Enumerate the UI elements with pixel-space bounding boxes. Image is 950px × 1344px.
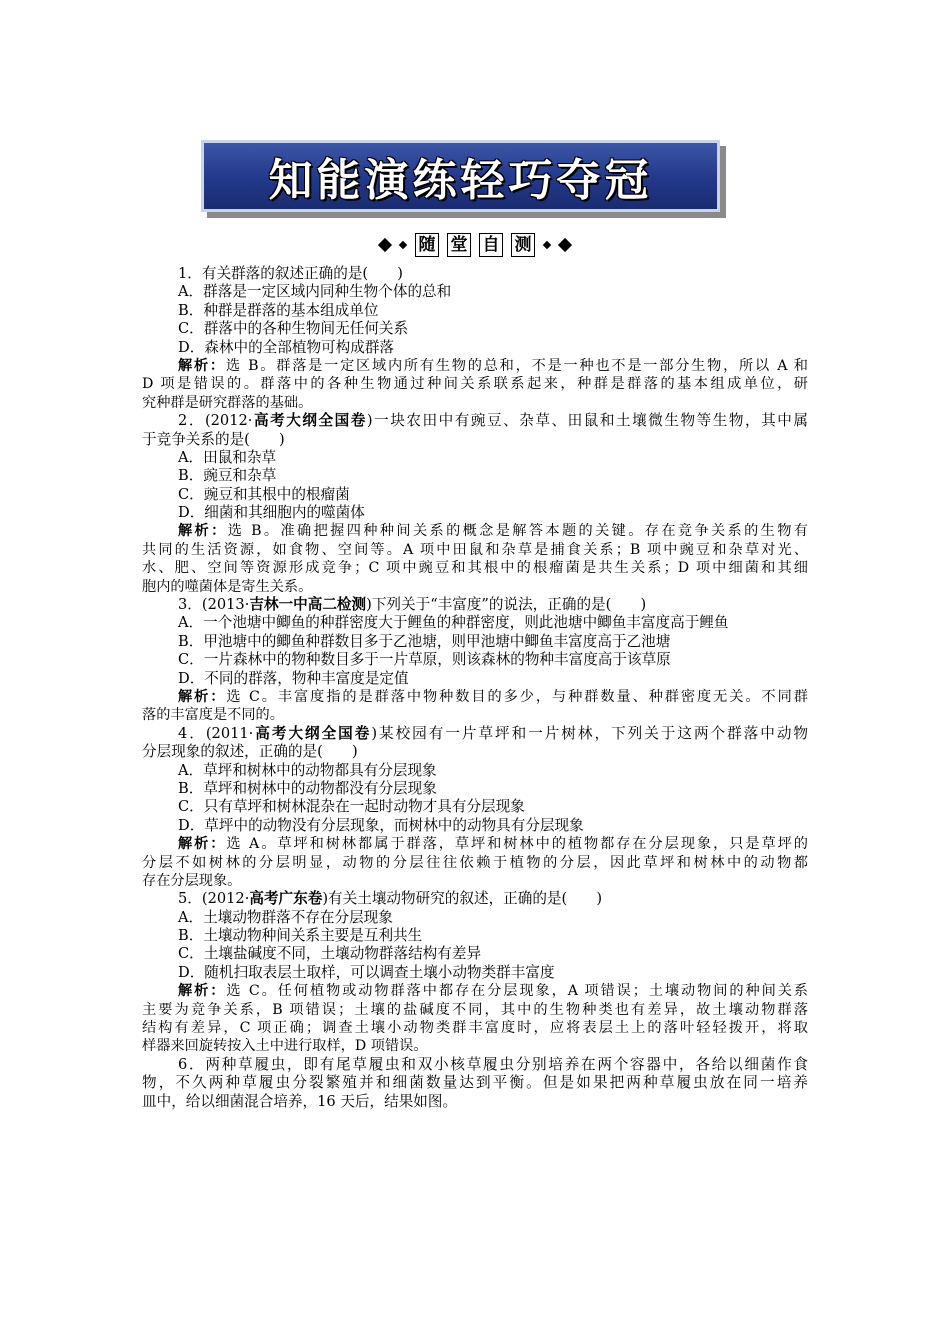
question-5 bbox=[142, 890, 808, 908]
question-text: )一块农田中有豌豆、杂草、田鼠和土壤微生物等生物，其中属 bbox=[366, 412, 808, 430]
title-banner bbox=[201, 140, 720, 212]
option: D．不同的群落，物种丰富度是定值 bbox=[178, 669, 409, 687]
question-2 bbox=[142, 412, 808, 430]
explanation bbox=[142, 688, 808, 706]
option: A．群落是一定区域内同种生物个体的总和 bbox=[178, 283, 452, 301]
question-text: )有关土壤动物研究的叙述，正确的是( ) bbox=[322, 890, 603, 908]
option: B．草坪和树林中的动物都没有分层现象 bbox=[178, 779, 437, 797]
section-heading bbox=[0, 232, 950, 258]
section-char: 自 bbox=[479, 233, 503, 257]
explanation-line: 水、肥、空间等资源形成竞争；C 项中豌豆和其根中的根瘤菌是共生关系；D 项中细菌和其细 bbox=[142, 560, 808, 577]
question-number: 4．(2011· bbox=[178, 724, 254, 742]
explanation-label: 解析： bbox=[178, 983, 227, 1000]
section-char: 堂 bbox=[447, 233, 471, 257]
explanation bbox=[142, 982, 808, 1000]
explanation-line: 样器来回旋转按入土中进行取样，D 项错误。 bbox=[142, 1038, 428, 1055]
option: B．甲池塘中的鲫鱼种群数目多于乙池塘，则甲池塘中鲫鱼丰富度高于乙池塘 bbox=[178, 632, 671, 650]
option: B．豌豆和杂草 bbox=[178, 467, 277, 485]
option: D．森林中的全部植物可构成群落 bbox=[178, 338, 395, 356]
option: A．田鼠和杂草 bbox=[178, 448, 277, 466]
explanation-line: 胞内的噬菌体是寄生关系。 bbox=[142, 578, 313, 595]
question-source: 吉林一中高二检测 bbox=[249, 596, 367, 614]
explanation bbox=[142, 522, 808, 540]
explanation-text: 选 C。丰富度指的是群落中物种数目的多少，与种群数量、种群密度无关。不同群 bbox=[226, 688, 808, 705]
question-source: 高考大纲全国卷 bbox=[253, 724, 372, 742]
explanation-line: D 项是错误的。群落中的各种生物通过种间关系联系起来，种群是群落的基本组成单位，研 bbox=[142, 376, 808, 393]
explanation-label: 解析： bbox=[178, 688, 227, 705]
explanation-line: 究种群是研究群落的基础。 bbox=[142, 394, 313, 411]
question-1: 1．有关群落的叙述正确的是( ) bbox=[178, 265, 403, 282]
question-6: 6．两种草履虫，即有尾草履虫和双小核草履虫分别培养在两个容器中，各给以细菌作食 bbox=[178, 1055, 808, 1073]
explanation-line: 存在分层现象。 bbox=[142, 872, 242, 889]
question-text: 皿中，给以细菌混合培养，16 天后，结果如图。 bbox=[142, 1092, 458, 1110]
explanation-text: 选 B。群落是一定区域内所有生物的总和，不是一种也不是一部分生物，所以 A 和 bbox=[225, 357, 808, 374]
explanation-line: 主要为竞争关系，B 项错误；土壤的盐碱度不同，其中的生物种类也有差异，故土壤动物群落 bbox=[142, 1001, 808, 1018]
option: C．土壤盐碱度不同，土壤动物群落结构有差异 bbox=[178, 945, 482, 963]
explanation-text: 选 C。任何植物或动物群落中都存在分层现象，A 项错误；土壤动物间的种间关系 bbox=[226, 983, 808, 1000]
option: D．随机扫取表层土取样，可以调查土壤小动物类群丰富度 bbox=[178, 963, 555, 981]
option: C．只有草坪和树林混杂在一起时动物才具有分层现象 bbox=[178, 798, 525, 816]
question-text: 分层现象的叙述，正确的是( ) bbox=[142, 743, 358, 761]
section-char: 测 bbox=[511, 233, 535, 257]
explanation-line: 共同的生活资源，如食物、空间等。A 项中田鼠和杂草是捕食关系；B 项中豌豆和杂草对光、 bbox=[142, 541, 808, 558]
question-text: 物，不久两种草履虫分裂繁殖并和细菌数量达到平衡。但是如果把两种草履虫放在同一培养 bbox=[142, 1074, 808, 1092]
option: A．土壤动物群落不存在分层现象 bbox=[178, 908, 393, 926]
explanation-text: 选 A。草坪和树林都属于群落，草坪和树林中的植物都存在分层现象，只是草坪的 bbox=[226, 836, 808, 853]
question-text: )某校园有一片草坪和一片树林，下列关于这两个群落中动物 bbox=[371, 724, 808, 742]
explanation-line: 结构有差异，C 项正确；调查土壤小动物类群丰富度时，应将表层土上的落叶轻轻拨开，将取 bbox=[142, 1020, 808, 1037]
option: B．土壤动物种间关系主要是互利共生 bbox=[178, 927, 423, 945]
diamond-icon bbox=[558, 238, 572, 252]
exercise-content bbox=[142, 265, 808, 1111]
diamond-icon bbox=[378, 238, 392, 252]
explanation-line: 分层不如树林的分层明显，动物的分层往往依赖于植物的分层，因此草坪和树林中的动物都 bbox=[142, 854, 808, 871]
question-4 bbox=[142, 725, 808, 743]
explanation-text: 选 B。准确把握四种种间关系的概念是解答本题的关键。存在竞争关系的生物有 bbox=[227, 523, 808, 540]
explanation bbox=[142, 835, 808, 853]
explanation-line: 落的丰富度是不同的。 bbox=[142, 707, 284, 724]
explanation-label: 解析： bbox=[178, 523, 228, 540]
question-number: 2．(2012· bbox=[178, 412, 253, 430]
diamond-icon bbox=[543, 241, 551, 249]
option: C．豌豆和其根中的根瘤菌 bbox=[178, 485, 350, 503]
question-number: 5．(2012· bbox=[178, 890, 250, 908]
option: D．细菌和其细胞内的噬菌体 bbox=[178, 504, 365, 522]
question-source: 高考广东卷 bbox=[249, 890, 323, 908]
option: C．一片森林中的物种数目多于一片草原，则该森林的物种丰富度高于该草原 bbox=[178, 651, 671, 669]
option: B．种群是群落的基本组成单位 bbox=[178, 301, 379, 319]
page-title: 知能演练轻巧夺冠 bbox=[268, 155, 653, 206]
explanation bbox=[142, 357, 808, 375]
section-char: 随 bbox=[415, 233, 439, 257]
option: A．草坪和树林中的动物都具有分层现象 bbox=[178, 761, 437, 779]
question-source: 高考大纲全国卷 bbox=[252, 412, 367, 430]
question-text: )下列关于“丰富度”的说法，正确的是( ) bbox=[366, 596, 647, 614]
explanation-label: 解析： bbox=[178, 357, 226, 374]
question-3 bbox=[142, 596, 808, 614]
diamond-icon bbox=[399, 241, 407, 249]
question-number: 3．(2013· bbox=[178, 596, 250, 614]
question-text: 于竞争关系的是( ) bbox=[142, 430, 285, 448]
option: C．群落中的各种生物间无任何关系 bbox=[178, 320, 409, 338]
option: A．一个池塘中鲫鱼的种群密度大于鲤鱼的种群密度，则此池塘中鲫鱼丰富度高于鲤鱼 bbox=[178, 614, 729, 632]
explanation-label: 解析： bbox=[178, 836, 227, 853]
option: D．草坪中的动物没有分层现象，而树林中的动物具有分层现象 bbox=[178, 816, 584, 834]
